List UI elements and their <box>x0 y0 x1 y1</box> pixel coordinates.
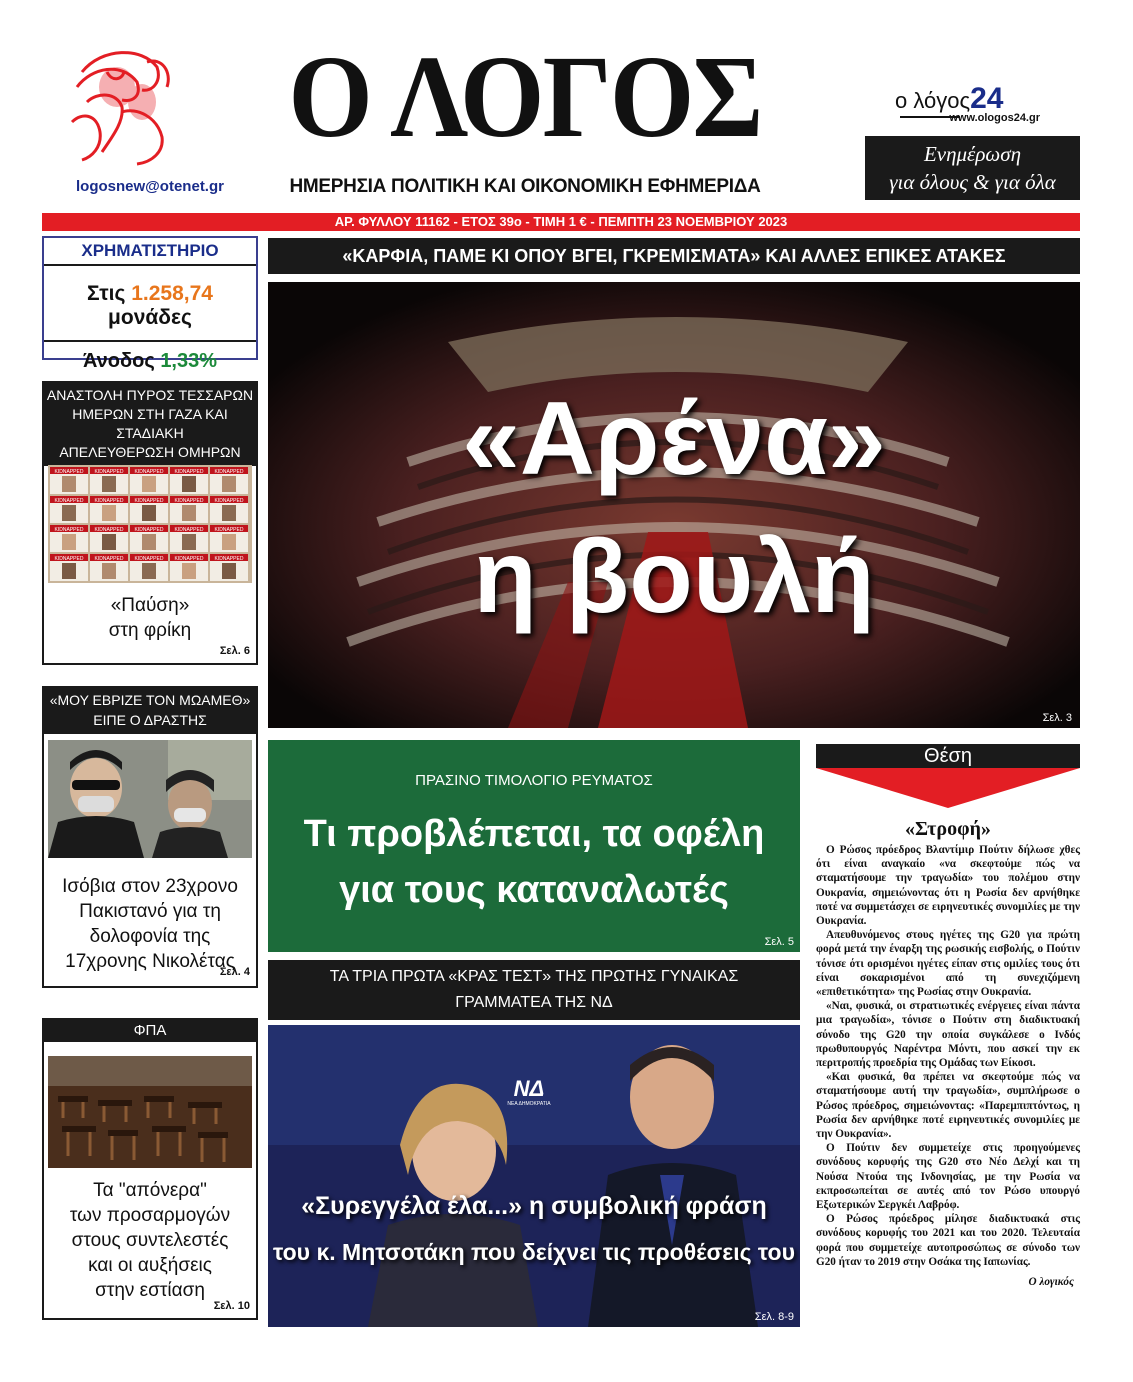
kidnapped-poster <box>210 467 248 494</box>
vat-box <box>42 1018 258 1320</box>
trial-caption <box>44 874 256 974</box>
svg-text:KIDNAPPED: KIDNAPPED <box>94 527 124 533</box>
issue-info-bar: ΑΡ. ΦΥΛΛΟΥ 11162 - ΕΤΟΣ 39ο - ΤΙΜΗ 1 € - ΠΕΜΠΤΗ 23 ΝΟΕΜΒΡΙΟΥ 2023 <box>42 213 1080 231</box>
stock-box <box>42 236 258 372</box>
opinion-article <box>816 843 1080 1289</box>
power-headline <box>268 806 800 918</box>
vat-page-ref: Σελ. 10 <box>213 1300 250 1312</box>
opinion-paragraph: Ο Ρώσος πρόεδρος Βλαντίμιρ Πούτιν δήλωσε χθες ότι είναι αναγκαίο «να σκεφτούμε πώς να σταματήσουμε την τραγωδία» του πολέμου στην Ουκρανία, σημειώνοντας ότι η Ρωσία δεν αρνήθηκε ποτέ να συμμετάσχει σε ειρηνευτικές συνομιλίες με την Ουκρανία. <box>816 844 1080 928</box>
logo-emblem-icon <box>62 42 182 172</box>
trial-caption-line2: Πακιστανό για τη <box>79 901 221 922</box>
kidnapped-poster <box>210 525 248 552</box>
svg-text:KIDNAPPED: KIDNAPPED <box>214 498 244 504</box>
gaza-caption-line1: «Παύση» <box>110 595 190 616</box>
svg-text:KIDNAPPED: KIDNAPPED <box>54 527 84 533</box>
masthead-subtitle: ΗΜΕΡΗΣΙΑ ΠΟΛΙΤΙΚΗ ΚΑΙ ΟΙΚΟΝΟΜΙΚΗ ΕΦΗΜΕΡΙΔΑ <box>289 176 761 197</box>
power-page-ref: Σελ. 5 <box>764 936 794 948</box>
stock-change-prefix: Άνοδος <box>82 350 161 372</box>
vat-caption <box>44 1178 256 1303</box>
nd-headline-line1: «Συρεγγέλα έλα...» η συμβολική φράση <box>301 1192 767 1220</box>
trial-heading <box>44 688 256 734</box>
vat-caption-line4: και οι αυξήσεις <box>88 1255 212 1276</box>
lead-page-ref: Σελ. 3 <box>1042 712 1072 724</box>
kidnapped-poster <box>50 496 88 523</box>
lead-photo <box>268 282 1080 728</box>
stock-change-line <box>44 350 256 373</box>
nd-logo <box>504 1077 554 1107</box>
svg-text:KIDNAPPED: KIDNAPPED <box>134 556 164 562</box>
trial-caption-line4: 17χρονης Νικολέτας <box>65 951 235 972</box>
opinion-paragraph: «Και φυσικά, θα πρέπει να σκεφτούμε πώς να σταματήσουμε αυτή την τραγωδία», συμπλήρωσε ο Ρώσος πρόεδρος, σημειώνοντας: «Παρεμπιπτόντως, η Ρωσία δεν αρνήθηκε ποτέ ειρηνευτικές συνομιλίες με την Ουκρανία». <box>816 1071 1080 1141</box>
stock-index-value: 1.258,74 <box>131 282 213 305</box>
gaza-box <box>42 381 258 665</box>
kidnapped-poster <box>90 467 128 494</box>
gaza-caption-line2: στη φρίκη <box>108 620 192 641</box>
kidnapped-poster <box>50 467 88 494</box>
stock-divider <box>44 340 256 342</box>
nd-banner-line1: ΤΑ ΤΡΙΑ ΠΡΩΤΑ «ΚΡΑΣ ΤΕΣΤ» ΤΗΣ ΠΡΩΤΗΣ ΓΥΝΑΙΚΑΣ <box>329 968 739 985</box>
tagline-box <box>865 136 1080 200</box>
vat-caption-line3: στους συντελεστές <box>71 1230 229 1251</box>
gaza-caption <box>44 593 256 643</box>
svg-text:KIDNAPPED: KIDNAPPED <box>134 498 164 504</box>
nd-leaders-photo-icon <box>268 1025 800 1327</box>
lead-headline-line2: η βουλή <box>473 519 875 635</box>
logo24-url[interactable]: www.ologos24.gr <box>949 112 1040 124</box>
stock-index-line <box>44 282 256 330</box>
svg-text:KIDNAPPED: KIDNAPPED <box>174 498 204 504</box>
gaza-heading-line3: ΑΠΕΛΕΥΘΕΡΩΣΗ ΟΜΗΡΩΝ <box>59 444 241 460</box>
svg-text:KIDNAPPED: KIDNAPPED <box>134 469 164 475</box>
kidnapped-posters-icon <box>48 465 252 583</box>
kidnapped-poster <box>90 554 128 581</box>
kidnapped-posters-photo <box>48 465 252 583</box>
trial-heading-line1: «ΜΟΥ ΕΒΡΙΖΕ ΤΟΝ ΜΩΑΜΕΘ» <box>49 692 251 708</box>
stock-suffix: μονάδες <box>108 306 192 329</box>
vat-heading: ΦΠΑ <box>44 1020 256 1042</box>
logo24-text: ο λόγος <box>895 88 971 113</box>
kidnapped-poster <box>50 554 88 581</box>
trial-caption-line3: δολοφονία της <box>89 926 211 947</box>
lead-headline <box>268 370 1080 646</box>
kidnapped-poster <box>130 554 168 581</box>
opinion-triangle-icon <box>816 768 1080 808</box>
kidnapped-poster <box>50 525 88 552</box>
stock-prefix: Στις <box>87 282 132 305</box>
masthead-title: Ο ΛΟΓΟΣ <box>288 31 762 162</box>
restaurant-chairs-icon <box>48 1056 252 1168</box>
email-link[interactable]: logosnew@otenet.gr <box>76 178 224 195</box>
kidnapped-poster <box>170 467 208 494</box>
svg-text:KIDNAPPED: KIDNAPPED <box>214 556 244 562</box>
kidnapped-poster <box>90 525 128 552</box>
logo24[interactable] <box>895 82 1003 116</box>
restaurant-photo <box>48 1056 252 1168</box>
nd-headline-line2: του κ. Μητσοτάκη που δείχνει τις προθέσεις του <box>273 1239 795 1265</box>
nd-photo <box>268 1025 800 1327</box>
gaza-heading-line2: ΗΜΕΡΩΝ ΣΤΗ ΓΑΖΑ ΚΑΙ ΣΤΑΔΙΑΚΗ <box>72 406 228 441</box>
nd-page-ref: Σελ. 8-9 <box>754 1311 794 1323</box>
nd-logo-text: ΝΔ <box>513 1076 545 1101</box>
svg-text:KIDNAPPED: KIDNAPPED <box>94 556 124 562</box>
kidnapped-poster <box>90 496 128 523</box>
nd-headline <box>268 1183 800 1275</box>
trial-heading-line2: ΕΙΠΕ Ο ΔΡΑΣΤΗΣ <box>93 712 207 728</box>
stock-change-value: 1,33% <box>160 350 218 372</box>
nd-banner <box>268 960 800 1020</box>
kidnapped-poster <box>210 496 248 523</box>
kidnapped-poster <box>130 496 168 523</box>
power-box <box>268 740 800 952</box>
opinion-author: Ο λογικός <box>1028 1276 1074 1289</box>
opinion-label: Θέση <box>816 744 1080 768</box>
gaza-heading-line1: ΑΝΑΣΤΟΛΗ ΠΥΡΟΣ ΤΕΣΣΑΡΩΝ <box>46 387 254 403</box>
trial-box <box>42 686 258 988</box>
masthead-emblem <box>62 42 182 172</box>
lead-headline-line1: «Αρένα» <box>462 381 886 497</box>
kidnapped-poster <box>210 554 248 581</box>
kidnapped-poster <box>170 554 208 581</box>
vat-caption-line5: στην εστίαση <box>95 1280 205 1301</box>
trial-caption-line1: Ισόβια στον 23χρονο <box>62 876 238 897</box>
trial-page-ref: Σελ. 4 <box>219 966 250 978</box>
kidnapped-poster <box>170 525 208 552</box>
stock-title: ΧΡΗΜΑΤΙΣΤΗΡΙΟ <box>44 238 256 266</box>
svg-text:KIDNAPPED: KIDNAPPED <box>214 527 244 533</box>
opinion-paragraph: «Ναι, φυσικά, οι στρατιωτικές ενέργειες είναι πάντα μια τραγωδία», τόνισε ο Πούτιν στη διαδικτυακή σύνοδο της G20 την οποία συγκάλεσε ο Ινδός πρωθυπουργός Ναρέντρα Μόντι, που ασκεί την εκ περιτροπής προεδρία της Ομάδας των Είκοσι. <box>816 1000 1080 1070</box>
logo24-number: 24 <box>970 82 1004 115</box>
svg-text:KIDNAPPED: KIDNAPPED <box>214 469 244 475</box>
tagline-line2: για όλους & για όλα <box>889 170 1056 194</box>
vat-caption-line1: Τα "απόνερα" <box>93 1180 207 1201</box>
svg-text:KIDNAPPED: KIDNAPPED <box>54 556 84 562</box>
opinion-paragraph: Απευθυνόμενος στους ηγέτες της G20 για πρώτη φορά μετά την έναρξη της ρωσικής εισβολής, ο Πούτιν τόνισε ότι ορισμένοι ηγέτες είπαν στις ομιλίες τους ότι είναι σοκαρισμένοι από τη συνεχιζόμενη «επιθετικότητα» της Ρωσίας στην Ουκρανία. <box>816 929 1080 999</box>
nd-logo-sub: ΝΕΑ ΔΗΜΟΚΡΑΤΙΑ <box>507 1101 551 1107</box>
tagline-line1: Ενημέρωση <box>923 142 1022 166</box>
opinion-paragraph: Ο Ρώσος πρόεδρος μίλησε διαδικτυακά στις συνόδους κορυφής του 2021 και του 2020. Τελευταία φορά που συμμετείχε αυτοπροσώπως σε σύνοδο των G20 ήταν το 2019 στην Οσάκα της Ιαπωνίας. <box>816 1213 1080 1268</box>
trial-photo <box>48 740 252 858</box>
power-headline-line1: Τι προβλέπεται, τα οφέλη <box>303 813 765 855</box>
svg-text:KIDNAPPED: KIDNAPPED <box>94 469 124 475</box>
kidnapped-poster <box>170 496 208 523</box>
power-kicker: ΠΡΑΣΙΝΟ ΤΙΜΟΛΟΓΙΟ ΡΕΥΜΑΤΟΣ <box>415 772 653 789</box>
opinion-title: «Στροφή» <box>905 818 991 840</box>
svg-text:KIDNAPPED: KIDNAPPED <box>134 527 164 533</box>
svg-text:KIDNAPPED: KIDNAPPED <box>94 498 124 504</box>
svg-text:KIDNAPPED: KIDNAPPED <box>174 527 204 533</box>
svg-text:KIDNAPPED: KIDNAPPED <box>54 498 84 504</box>
kidnapped-poster <box>130 525 168 552</box>
lead-banner: «ΚΑΡΦΙΑ, ΠΑΜΕ ΚΙ ΟΠΟΥ ΒΓΕΙ, ΓΚΡΕΜΙΣΜΑΤΑ» ΚΑΙ ΑΛΛΕΣ ΕΠΙΚΕΣ ΑΤΑΚΕΣ <box>268 238 1080 274</box>
gaza-page-ref: Σελ. 6 <box>219 645 250 657</box>
defendant-photo-icon <box>48 740 252 858</box>
vat-caption-line2: των προσαρμογών <box>69 1205 231 1226</box>
gaza-heading <box>44 383 256 466</box>
svg-text:KIDNAPPED: KIDNAPPED <box>174 469 204 475</box>
svg-text:KIDNAPPED: KIDNAPPED <box>174 556 204 562</box>
opinion-paragraph: Ο Πούτιν δεν συμμετείχε στις προηγούμενες συνόδους κορυφής της G20 στο Νέο Δελχί και τη Νούσα Ντούα της Ινδονησίας, με την Ρωσία να εκπροσωπείται σε αυτές από τον Ρώσο υπουργό Εξωτερικών Σεργκέι Λαβρόφ. <box>816 1142 1080 1212</box>
svg-text:KIDNAPPED: KIDNAPPED <box>54 469 84 475</box>
kidnapped-poster <box>130 467 168 494</box>
nd-banner-line2: ΓΡΑΜΜΑΤΕΑ ΤΗΣ ΝΔ <box>455 994 613 1011</box>
power-headline-line2: για τους καταναλωτές <box>339 869 729 911</box>
